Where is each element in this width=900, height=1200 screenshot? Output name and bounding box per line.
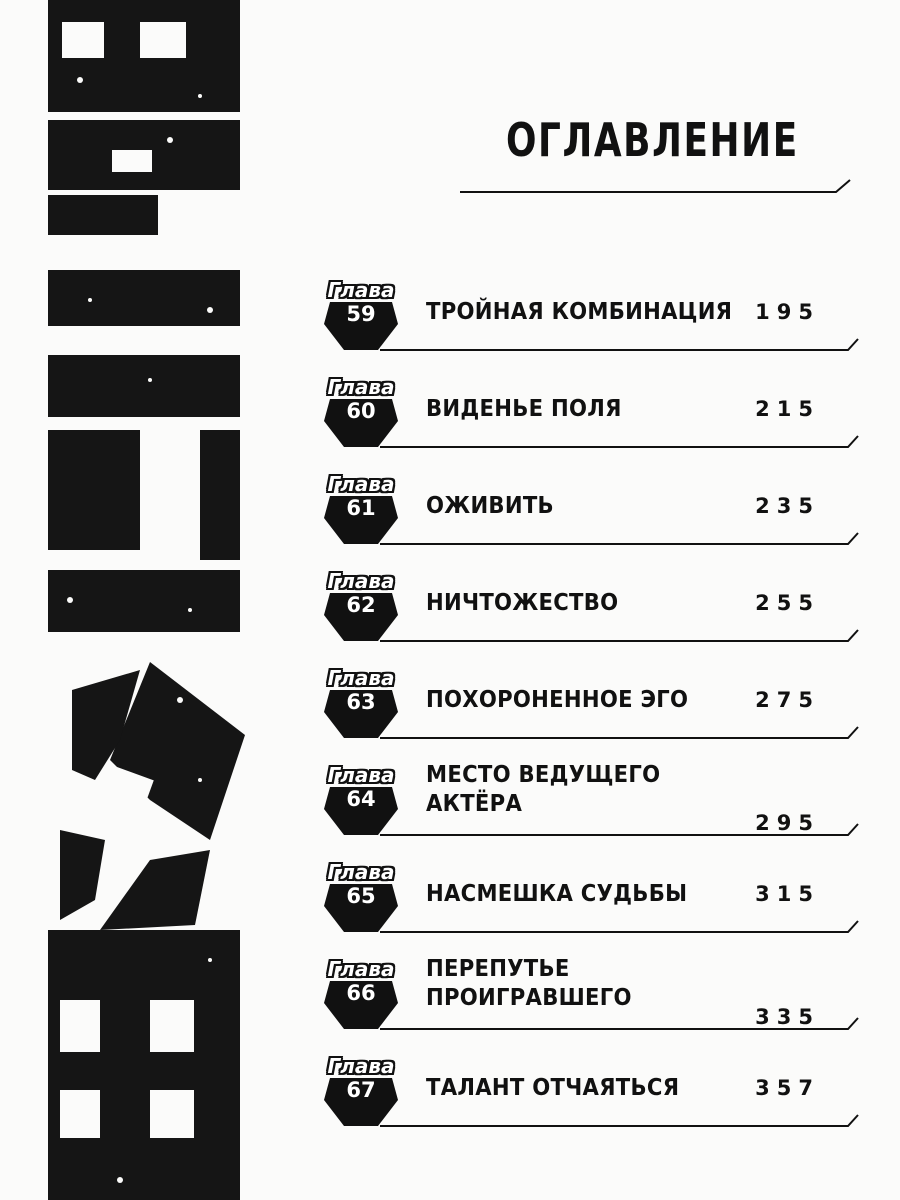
chapter-number: 65 <box>346 884 376 908</box>
chapter-badge-label: Глава <box>327 472 395 496</box>
page-number: 215 <box>755 397 820 421</box>
entry-underline <box>380 823 860 837</box>
toc-entry[interactable] <box>300 280 860 350</box>
chapter-title: ТРОЙНАЯ КОМБИНАЦИЯ <box>426 299 733 325</box>
chapter-title: ПЕРЕПУТЬЕ <box>426 956 570 982</box>
entry-underline <box>380 338 860 352</box>
page-number: 275 <box>755 688 820 712</box>
toc-header <box>430 112 850 172</box>
entry-underline <box>380 435 860 449</box>
chapter-badge-label: Глава <box>327 569 395 593</box>
chapter-title: ПОХОРОНЕННОЕ ЭГО <box>426 687 689 713</box>
entry-underline <box>380 920 860 934</box>
page-number: 235 <box>755 494 820 518</box>
spine-logo-art <box>0 0 250 1200</box>
chapter-badge-label: Глава <box>327 1054 395 1078</box>
chapter-number: 62 <box>346 593 376 617</box>
chapter-badge-label: Глава <box>327 860 395 884</box>
chapter-title: АКТЁРА <box>426 791 523 817</box>
page-number: 335 <box>755 1005 820 1029</box>
chapter-number: 61 <box>346 496 376 520</box>
title-underline <box>460 178 852 194</box>
chapter-title: ТАЛАНТ ОТЧАЯТЬСЯ <box>426 1075 680 1101</box>
toc-entry[interactable] <box>300 956 860 1029</box>
toc-entry[interactable] <box>300 571 860 641</box>
page-number: 315 <box>755 882 820 906</box>
entry-underline <box>380 1114 860 1128</box>
page-title: ОГЛАВЛЕНИЕ <box>506 113 799 167</box>
page-number: 255 <box>755 591 820 615</box>
chapter-number: 64 <box>346 787 376 811</box>
toc-entry[interactable] <box>300 1056 860 1126</box>
toc-entry[interactable] <box>300 474 860 544</box>
chapter-number: 59 <box>346 302 376 326</box>
entry-underline <box>380 726 860 740</box>
chapter-number: 63 <box>346 690 376 714</box>
toc-entry[interactable] <box>300 762 860 835</box>
entry-underline <box>380 1017 860 1031</box>
chapter-badge-label: Глава <box>327 278 395 302</box>
entry-underline <box>380 629 860 643</box>
page-number: 295 <box>755 811 820 835</box>
toc-entry[interactable] <box>300 668 860 738</box>
chapter-badge-label: Глава <box>327 957 395 981</box>
toc-entry[interactable] <box>300 862 860 932</box>
chapter-number: 67 <box>346 1078 376 1102</box>
chapter-badge-label: Глава <box>327 763 395 787</box>
chapter-title: ВИДЕНЬЕ ПОЛЯ <box>426 396 622 422</box>
chapter-title: ПРОИГРАВШЕГО <box>426 985 632 1011</box>
page-number: 195 <box>755 300 820 324</box>
chapter-badge-label: Глава <box>327 666 395 690</box>
chapter-badge-label: Глава <box>327 375 395 399</box>
chapter-title: ОЖИВИТЬ <box>426 493 554 519</box>
chapter-title: МЕСТО ВЕДУЩЕГО <box>426 762 661 788</box>
chapter-title: НИЧТОЖЕСТВО <box>426 590 619 616</box>
toc-entry[interactable] <box>300 377 860 447</box>
chapter-number: 60 <box>346 399 376 423</box>
chapter-title: НАСМЕШКА СУДЬБЫ <box>426 881 688 907</box>
page-number: 357 <box>755 1076 820 1100</box>
chapter-number: 66 <box>346 981 376 1005</box>
entry-underline <box>380 532 860 546</box>
